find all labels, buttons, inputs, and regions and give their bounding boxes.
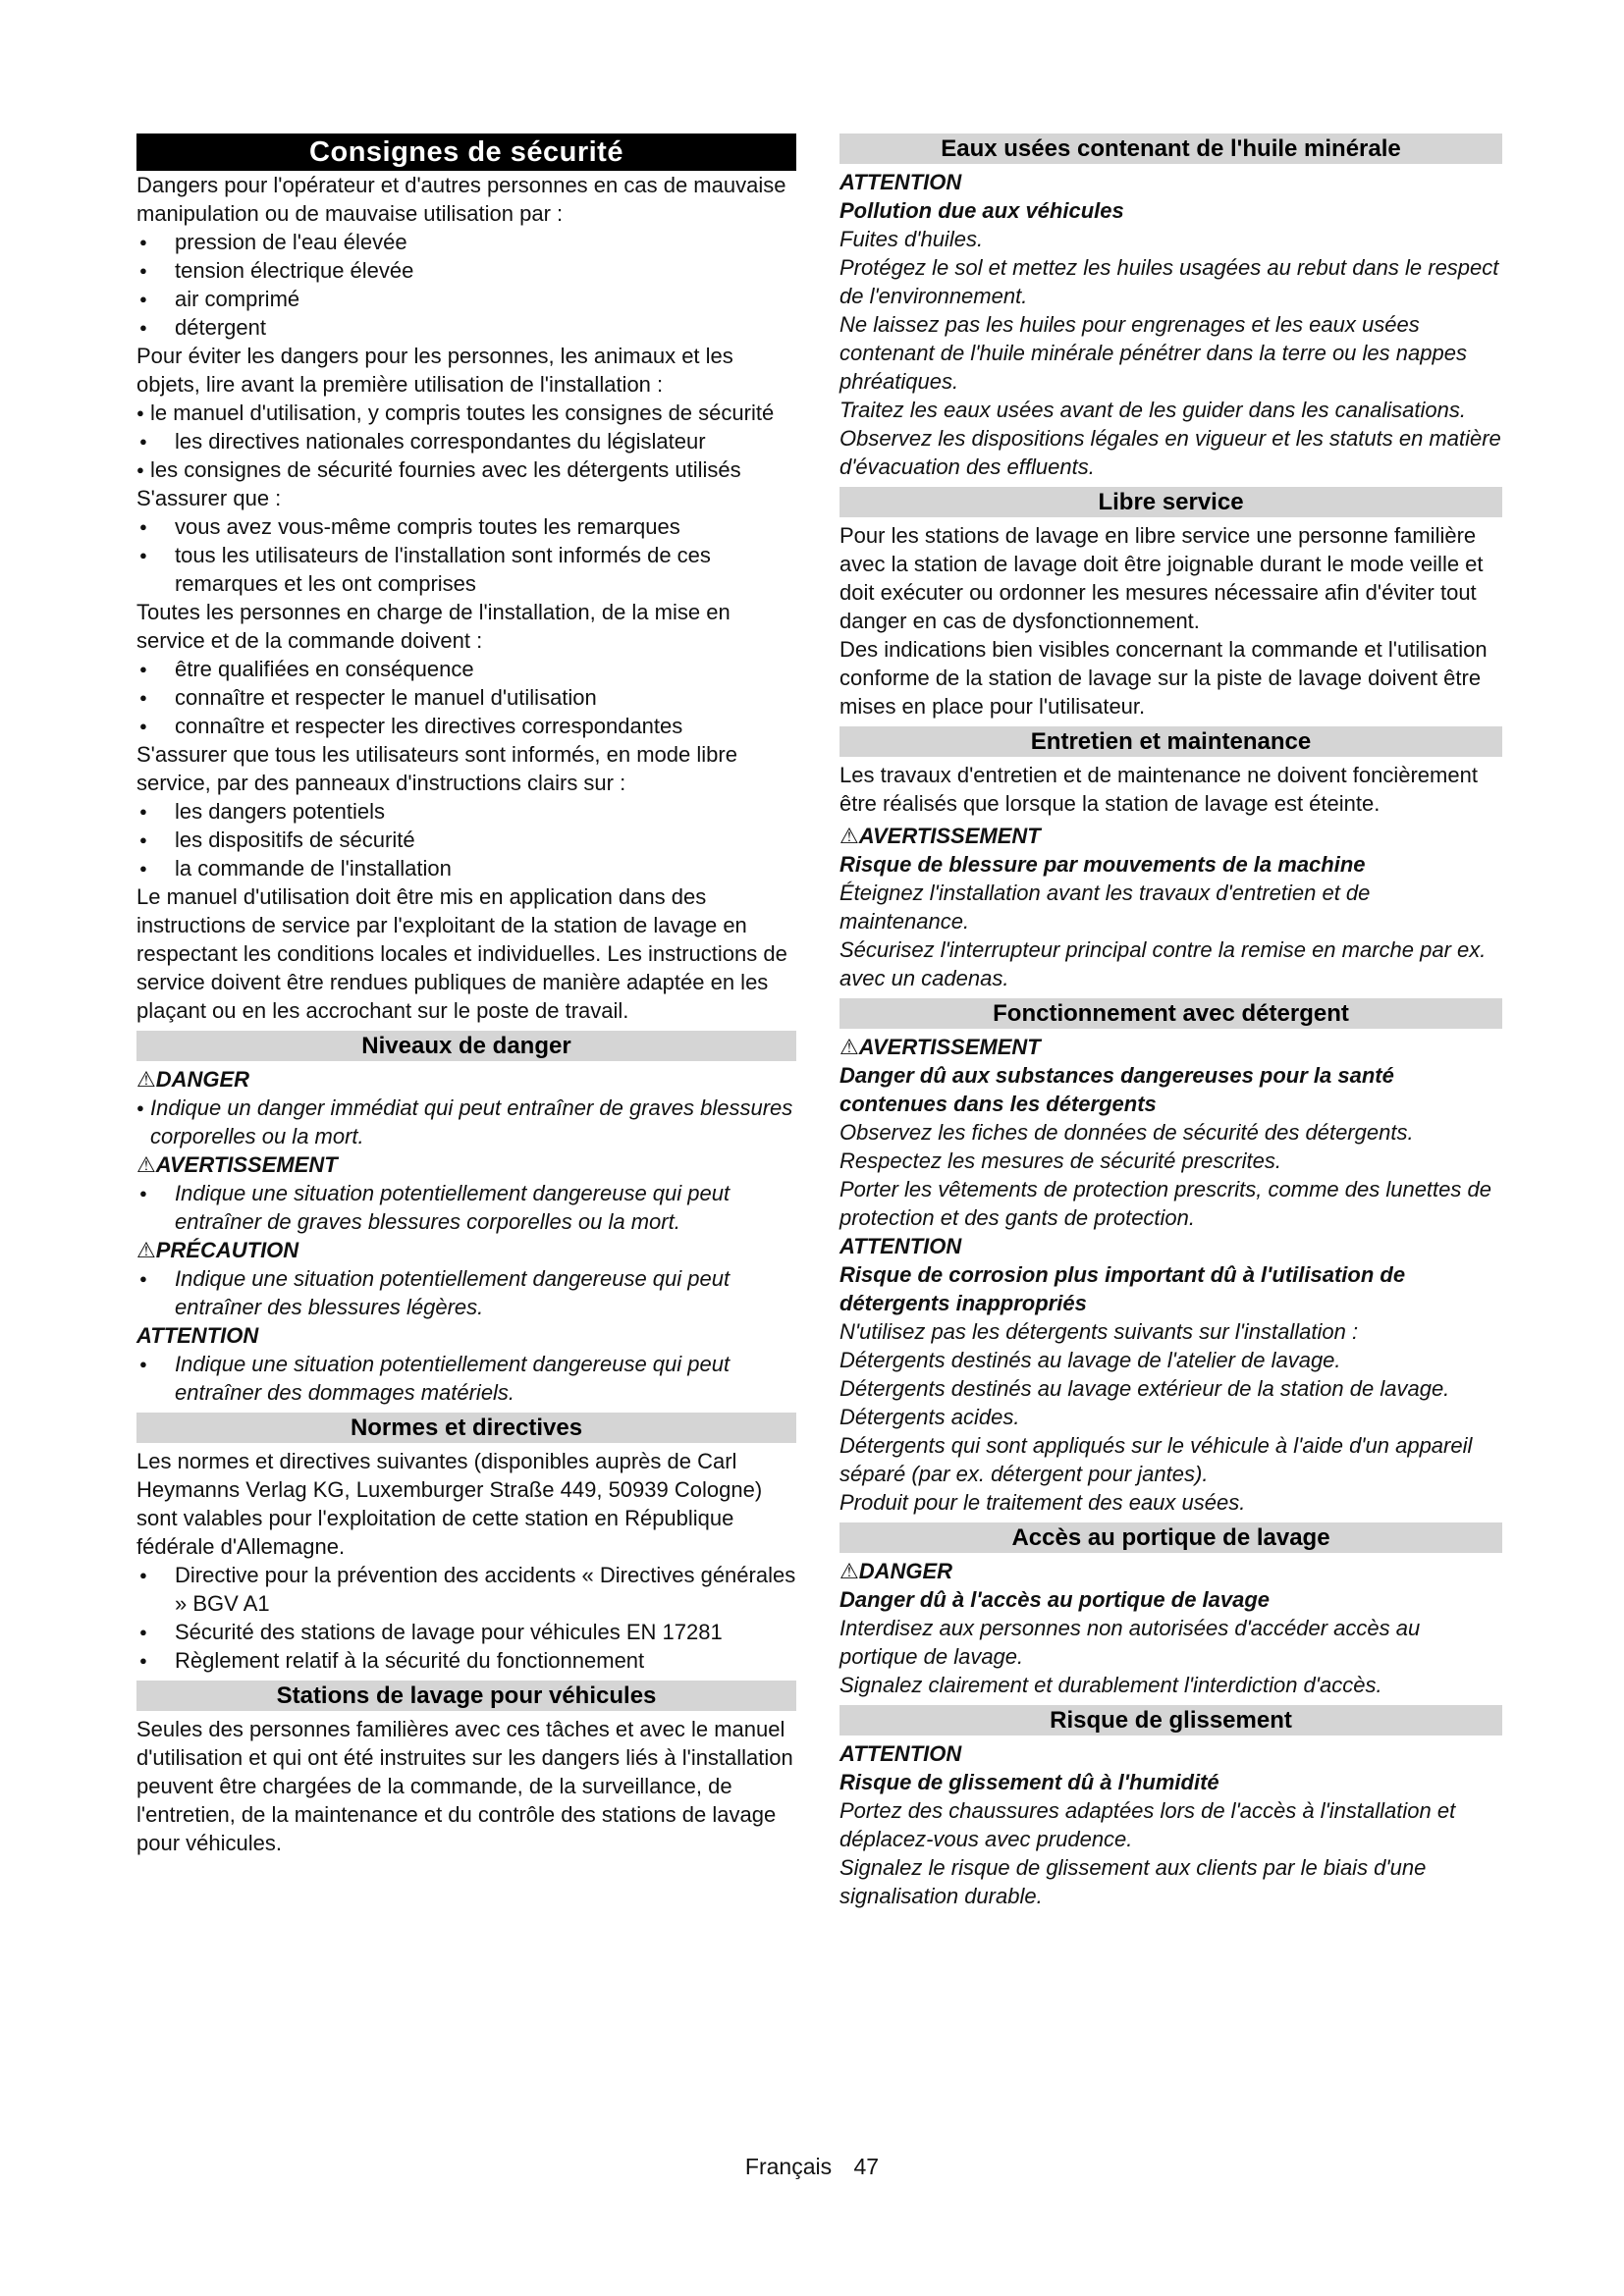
- oil-line: Traitez les eaux usées avant de les guider dans les canalisations.: [839, 398, 1466, 422]
- level-label-attention: ATTENTION: [136, 1323, 259, 1348]
- detergent-subtitle: Danger dû aux substances dangereuses pour la santé contenues dans les détergents: [839, 1063, 1394, 1116]
- warning-triangle-icon: ⚠: [839, 1559, 859, 1583]
- access-line: Interdisez aux personnes non autorisées d'accéder accès au portique de lavage.: [839, 1616, 1421, 1669]
- maintenance-subtitle: Risque de blessure par mouvements de la machine: [839, 852, 1366, 877]
- main-title: Consignes de sécurité: [136, 133, 796, 171]
- maintenance-level-label: ⚠AVERTISSEMENT: [839, 824, 1041, 848]
- list-item: ● connaître et respecter les directives correspondantes: [136, 712, 796, 740]
- list-item: ● Indique une situation potentiellement dangereuse qui peut entraîner de graves blessures corporelles ou la mort.: [136, 1179, 796, 1236]
- ensure-list: [136, 512, 796, 598]
- warning-triangle-icon: ⚠: [136, 1238, 156, 1262]
- detergent-line: N'utilisez pas les détergents suivants sur l'installation :: [839, 1319, 1359, 1344]
- access-subtitle: Danger dû à l'accès au portique de lavage: [839, 1587, 1271, 1612]
- left-column: [136, 133, 796, 1857]
- list-item: ● Règlement relatif à la sécurité du fonctionnement: [136, 1646, 796, 1675]
- list-item: ● Directive pour la prévention des accidents « Directives générales » BGV A1: [136, 1561, 796, 1618]
- detergent-subtitle: Risque de corrosion plus important dû à l'utilisation de détergents inappropriés: [839, 1262, 1406, 1315]
- levels-heading: Niveaux de danger: [136, 1031, 796, 1061]
- slip-level-label: ATTENTION: [839, 1741, 962, 1766]
- level-list-avertissement: [136, 1179, 796, 1236]
- page-footer: [0, 2153, 1624, 2180]
- detergent-line: Observez les fiches de données de sécurité des détergents.: [839, 1120, 1414, 1145]
- avoid-text: Pour éviter les dangers pour les personnes, les animaux et les objets, lire avant la première utilisation de l'installation :: [136, 344, 733, 397]
- persons-list: [136, 655, 796, 740]
- norms-list: [136, 1561, 796, 1675]
- read-list: [136, 399, 796, 484]
- maintenance-text: Les travaux d'entretien et de maintenance ne doivent foncièrement être réalisés que lorsque la station de lavage est éteinte.: [839, 763, 1478, 816]
- intro-text: Dangers pour l'opérateur et d'autres personnes en cas de mauvaise manipulation ou de mauvaise utilisation par :: [136, 173, 786, 226]
- list-item: ● la commande de l'installation: [136, 854, 796, 882]
- self-service-text: Pour les stations de lavage en libre service une personne familière avec la station de lavage doit être joignable durant le mode veille et doit exécuter ou ordonner les mesures nécessaire afin d'éviter tout danger en cas de dysfonctionnement.: [839, 523, 1484, 633]
- list-item: ● Sécurité des stations de lavage pour véhicules EN 17281: [136, 1618, 796, 1646]
- stations-text: Seules des personnes familières avec ces tâches et avec le manuel d'utilisation et qui ont été instruites sur les dangers liés à l'installation peuvent être chargées de la commande, de la surveillance, de l'entretien, de la maintenance et du contrôle des stations de lavage pour véhicules.: [136, 1717, 793, 1855]
- oil-line: Ne laissez pas les huiles pour engrenages et les eaux usées contenant de l'huile minérale pénétrer dans la terre ou les nappes phréatiques.: [839, 312, 1467, 394]
- access-line: Signalez clairement et durablement l'interdiction d'accès.: [839, 1673, 1382, 1697]
- list-item: ● pression de l'eau élevée: [136, 228, 796, 256]
- ensure-text: S'assurer que :: [136, 486, 282, 510]
- detergent-line: Détergents destinés au lavage de l'atelier de lavage.: [839, 1348, 1341, 1372]
- footer-language: Français: [744, 2154, 833, 2179]
- list-item: ● détergent: [136, 313, 796, 342]
- detergent-line: Porter les vêtements de protection prescrits, comme des lunettes de protection et des gants de protection.: [839, 1177, 1491, 1230]
- level-label-danger: ⚠DANGER: [136, 1067, 250, 1092]
- self-service-text: Des indications bien visibles concernant la commande et l'utilisation conforme de la station de lavage sur la piste de lavage doivent être mises en place pour l'utilisateur.: [839, 637, 1488, 719]
- oil-line: Fuites d'huiles.: [839, 227, 984, 251]
- warning-triangle-icon: ⚠: [839, 1035, 859, 1059]
- access-level-label: ⚠DANGER: [839, 1559, 953, 1583]
- maintenance-line: Sécurisez l'interrupteur principal contre la remise en marche par ex. avec un cadenas.: [839, 937, 1487, 990]
- detergent-line: Produit pour le traitement des eaux usées.: [839, 1490, 1246, 1515]
- warning-triangle-icon: ⚠: [136, 1067, 156, 1092]
- detergent-line: Détergents destinés au lavage extérieur de la station de lavage.: [839, 1376, 1450, 1401]
- oil-subtitle: Pollution due aux véhicules: [839, 198, 1124, 223]
- list-item: ● les directives nationales correspondantes du législateur: [136, 427, 796, 455]
- list-item: ● Indique un danger immédiat qui peut entraîner de graves blessures corporelles ou la mort.: [136, 1094, 796, 1150]
- persons-text: Toutes les personnes en charge de l'installation, de la mise en service et de la commande doivent :: [136, 600, 731, 653]
- slip-line: Portez des chaussures adaptées lors de l'accès à l'installation et déplacez-vous avec prudence.: [839, 1798, 1456, 1851]
- list-item: ● Indique une situation potentiellement dangereuse qui peut entraîner des blessures légères.: [136, 1264, 796, 1321]
- slip-heading: Risque de glissement: [839, 1705, 1502, 1735]
- list-item: ● air comprimé: [136, 285, 796, 313]
- maintenance-line: Éteignez l'installation avant les travaux d'entretien et de maintenance.: [839, 881, 1371, 934]
- detergent-line: Détergents qui sont appliqués sur le véhicule à l'aide d'un appareil séparé (par ex. détergent pour jantes).: [839, 1433, 1473, 1486]
- list-item: ● vous avez vous-même compris toutes les remarques: [136, 512, 796, 541]
- users-text: S'assurer que tous les utilisateurs sont informés, en mode libre service, par des panneaux d'instructions clairs sur :: [136, 742, 737, 795]
- level-label-precaution: ⚠PRÉCAUTION: [136, 1238, 299, 1262]
- self-service-heading: Libre service: [839, 487, 1502, 517]
- oil-heading: Eaux usées contenant de l'huile minérale: [839, 133, 1502, 164]
- access-heading: Accès au portique de lavage: [839, 1522, 1502, 1553]
- level-list-danger: [136, 1094, 796, 1150]
- slip-line: Signalez le risque de glissement aux clients par le biais d'une signalisation durable.: [839, 1855, 1427, 1908]
- list-item: ● le manuel d'utilisation, y compris toutes les consignes de sécurité: [136, 399, 796, 427]
- list-item: ● être qualifiées en conséquence: [136, 655, 796, 683]
- oil-level-label: ATTENTION: [839, 170, 962, 194]
- norms-heading: Normes et directives: [136, 1413, 796, 1443]
- warning-triangle-icon: ⚠: [136, 1152, 156, 1177]
- list-item: ● connaître et respecter le manuel d'utilisation: [136, 683, 796, 712]
- detergent-level-label: ⚠AVERTISSEMENT: [839, 1035, 1041, 1059]
- stations-heading: Stations de lavage pour véhicules: [136, 1681, 796, 1711]
- oil-line: Observez les dispositions légales en vigueur et les statuts en matière d'évacuation des effluents.: [839, 426, 1501, 479]
- detergent-level-label: ATTENTION: [839, 1234, 962, 1258]
- list-item: ● Indique une situation potentiellement dangereuse qui peut entraîner des dommages matériels.: [136, 1350, 796, 1407]
- level-label-avertissement: ⚠AVERTISSEMENT: [136, 1152, 338, 1177]
- detergent-heading: Fonctionnement avec détergent: [839, 998, 1502, 1029]
- warning-triangle-icon: ⚠: [839, 824, 859, 848]
- users-list: [136, 797, 796, 882]
- right-column: [839, 133, 1502, 1910]
- detergent-line: Respectez les mesures de sécurité prescrites.: [839, 1148, 1281, 1173]
- manual-text: Le manuel d'utilisation doit être mis en application dans des instructions de service par l'exploitant de la station de lavage en respectant les conditions locales et individuelles. Les instructions de service doivent être rendues publiques de manière adaptée en les plaçant ou en les accrochant sur le poste de travail.: [136, 884, 787, 1023]
- list-item: ● les dispositifs de sécurité: [136, 826, 796, 854]
- oil-line: Protégez le sol et mettez les huiles usagées au rebut dans le respect de l'environnement.: [839, 255, 1499, 308]
- page-number: 47: [853, 2154, 880, 2179]
- dangers-list: [136, 228, 796, 342]
- list-item: ● les consignes de sécurité fournies avec les détergents utilisés: [136, 455, 796, 484]
- list-item: ● tous les utilisateurs de l'installation sont informés de ces remarques et les ont comprises: [136, 541, 796, 598]
- slip-subtitle: Risque de glissement dû à l'humidité: [839, 1770, 1219, 1794]
- level-list-attention: [136, 1350, 796, 1407]
- list-item: ● les dangers potentiels: [136, 797, 796, 826]
- list-item: ● tension électrique élevée: [136, 256, 796, 285]
- norms-text: Les normes et directives suivantes (disponibles auprès de Carl Heymanns Verlag KG, Luxemburger Straße 449, 50939 Cologne) sont valables pour l'exploitation de cette station en République fédérale d'Allemagne.: [136, 1449, 763, 1559]
- maintenance-heading: Entretien et maintenance: [839, 726, 1502, 757]
- detergent-line: Détergents acides.: [839, 1405, 1020, 1429]
- level-list-precaution: [136, 1264, 796, 1321]
